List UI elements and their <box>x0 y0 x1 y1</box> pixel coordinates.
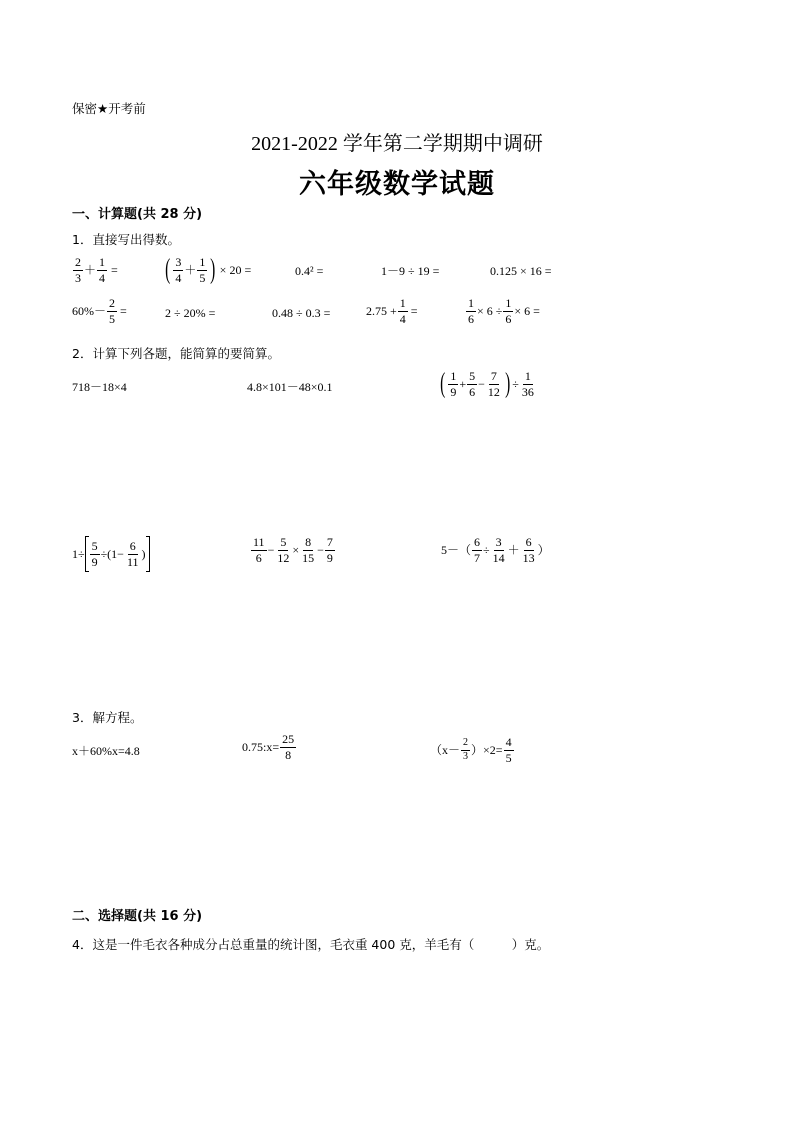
fraction: $\frac{11}{6}$ <box>253 535 265 565</box>
fraction: $\frac{4}{5}$ <box>505 735 512 765</box>
q1-label: 1．直接写出得数。 <box>72 232 180 247</box>
fraction: $\frac{5}{6}$ <box>469 369 476 399</box>
q3-label: 3．解方程。 <box>72 710 143 725</box>
fraction: $\frac{1}{4}$ <box>99 255 106 285</box>
fraction: $\frac{8}{15}$ <box>302 535 315 565</box>
section1-heading: 一、计算题(共 28 分) <box>72 207 203 222</box>
page-title: 六年级数学试题 <box>299 169 495 200</box>
q1-item-1: $\frac{2}{3}$ ＋ $\frac{1}{4}$ = <box>75 255 118 285</box>
fraction: $\frac{1}{6}$ <box>505 296 512 326</box>
fraction: $\frac{1}{6}$ <box>468 296 474 326</box>
fraction: $\frac{6}{7}$ <box>474 535 481 565</box>
fraction: $\frac{1}{4}$ <box>399 296 406 326</box>
fraction: $\frac{1}{9}$ <box>450 369 457 399</box>
q1-item-5: 0.125 × 16 = <box>490 264 552 278</box>
fraction: $\frac{2}{3}$ <box>75 255 81 285</box>
q4-text: 4．这是一件毛衣各种成分占总重量的统计图，毛衣重 400 克，羊毛有（ ）克。 <box>72 937 550 952</box>
q2-item-3: ( $\frac{1}{9}$ + $\frac{5}{6}$ − $\frac{7}{12}$ ) ÷ $\frac{1}{36}$ <box>440 368 534 400</box>
fraction: $\frac{25}{8}$ <box>282 732 295 762</box>
q2-item-4: 1÷ $\frac{5}{9}$ ÷(1− $\frac{6}{11}$ ) <box>72 536 150 572</box>
q1-item-7: 2 ÷ 20% = <box>165 306 216 320</box>
fraction: $\frac{1}{36}$ <box>521 369 534 399</box>
fraction: $\frac{5}{9}$ <box>91 538 98 569</box>
q1-item-4: 1－9 ÷ 19 = <box>381 264 440 278</box>
fraction: $\frac{2}{5}$ <box>109 296 115 326</box>
q1-item-9: 2.75 + $\frac{1}{4}$ = <box>366 296 418 326</box>
fraction: $\frac{3}{14}$ <box>492 535 505 565</box>
fraction: $\frac{7}{9}$ <box>326 535 333 565</box>
fraction: $\frac{7}{12}$ <box>487 369 500 399</box>
fraction: $\frac{5}{12}$ <box>277 535 290 565</box>
q3-item-2: 0.75:x= $\frac{25}{8}$ <box>242 732 295 762</box>
q1-item-10: $\frac{1}{6}$ × 6 ÷ $\frac{1}{6}$ × 6 = <box>468 296 540 326</box>
q1-item-3: 0.4² = <box>295 264 324 278</box>
q2-item-1: 718－18×4 <box>72 380 127 394</box>
fraction: $\frac{1}{5}$ <box>199 255 206 285</box>
q2-item-2: 4.8×101－48×0.1 <box>247 380 333 394</box>
q2-label: 2．计算下列各题，能简算的要简算。 <box>72 346 280 361</box>
q1-item-8: 0.48 ÷ 0.3 = <box>272 306 331 320</box>
q2-item-6: 5－（ $\frac{6}{7}$ ÷ $\frac{3}{14}$ ＋ $\frac{6}{13}$ ） <box>441 535 550 565</box>
q1-item-2: ( $\frac{3}{4}$ ＋ $\frac{1}{5}$ ) × 20 = <box>165 254 252 286</box>
q3-item-3: （x－ $\frac{2}{3}$ ）×2= $\frac{4}{5}$ <box>430 735 512 765</box>
fraction: $\frac{6}{13}$ <box>522 535 535 565</box>
fraction: $\frac{2}{3}$ <box>463 737 469 762</box>
q1-item-6: 60%－ $\frac{2}{5}$ = <box>72 296 127 326</box>
confidential-mark: 保密★开考前 <box>72 101 146 116</box>
q3-item-1: x＋60%x=4.8 <box>72 744 140 758</box>
section2-heading: 二、选择题(共 16 分) <box>72 909 203 924</box>
q2-item-5: $\frac{11}{6}$ − $\frac{5}{12}$ × $\frac{8}{15}$ − $\frac{7}{9}$ <box>253 535 333 565</box>
fraction: $\frac{3}{4}$ <box>175 255 182 285</box>
fraction: $\frac{6}{11}$ <box>126 538 139 569</box>
exam-name: 2021-2022 学年第二学期期中调研 <box>251 133 543 155</box>
